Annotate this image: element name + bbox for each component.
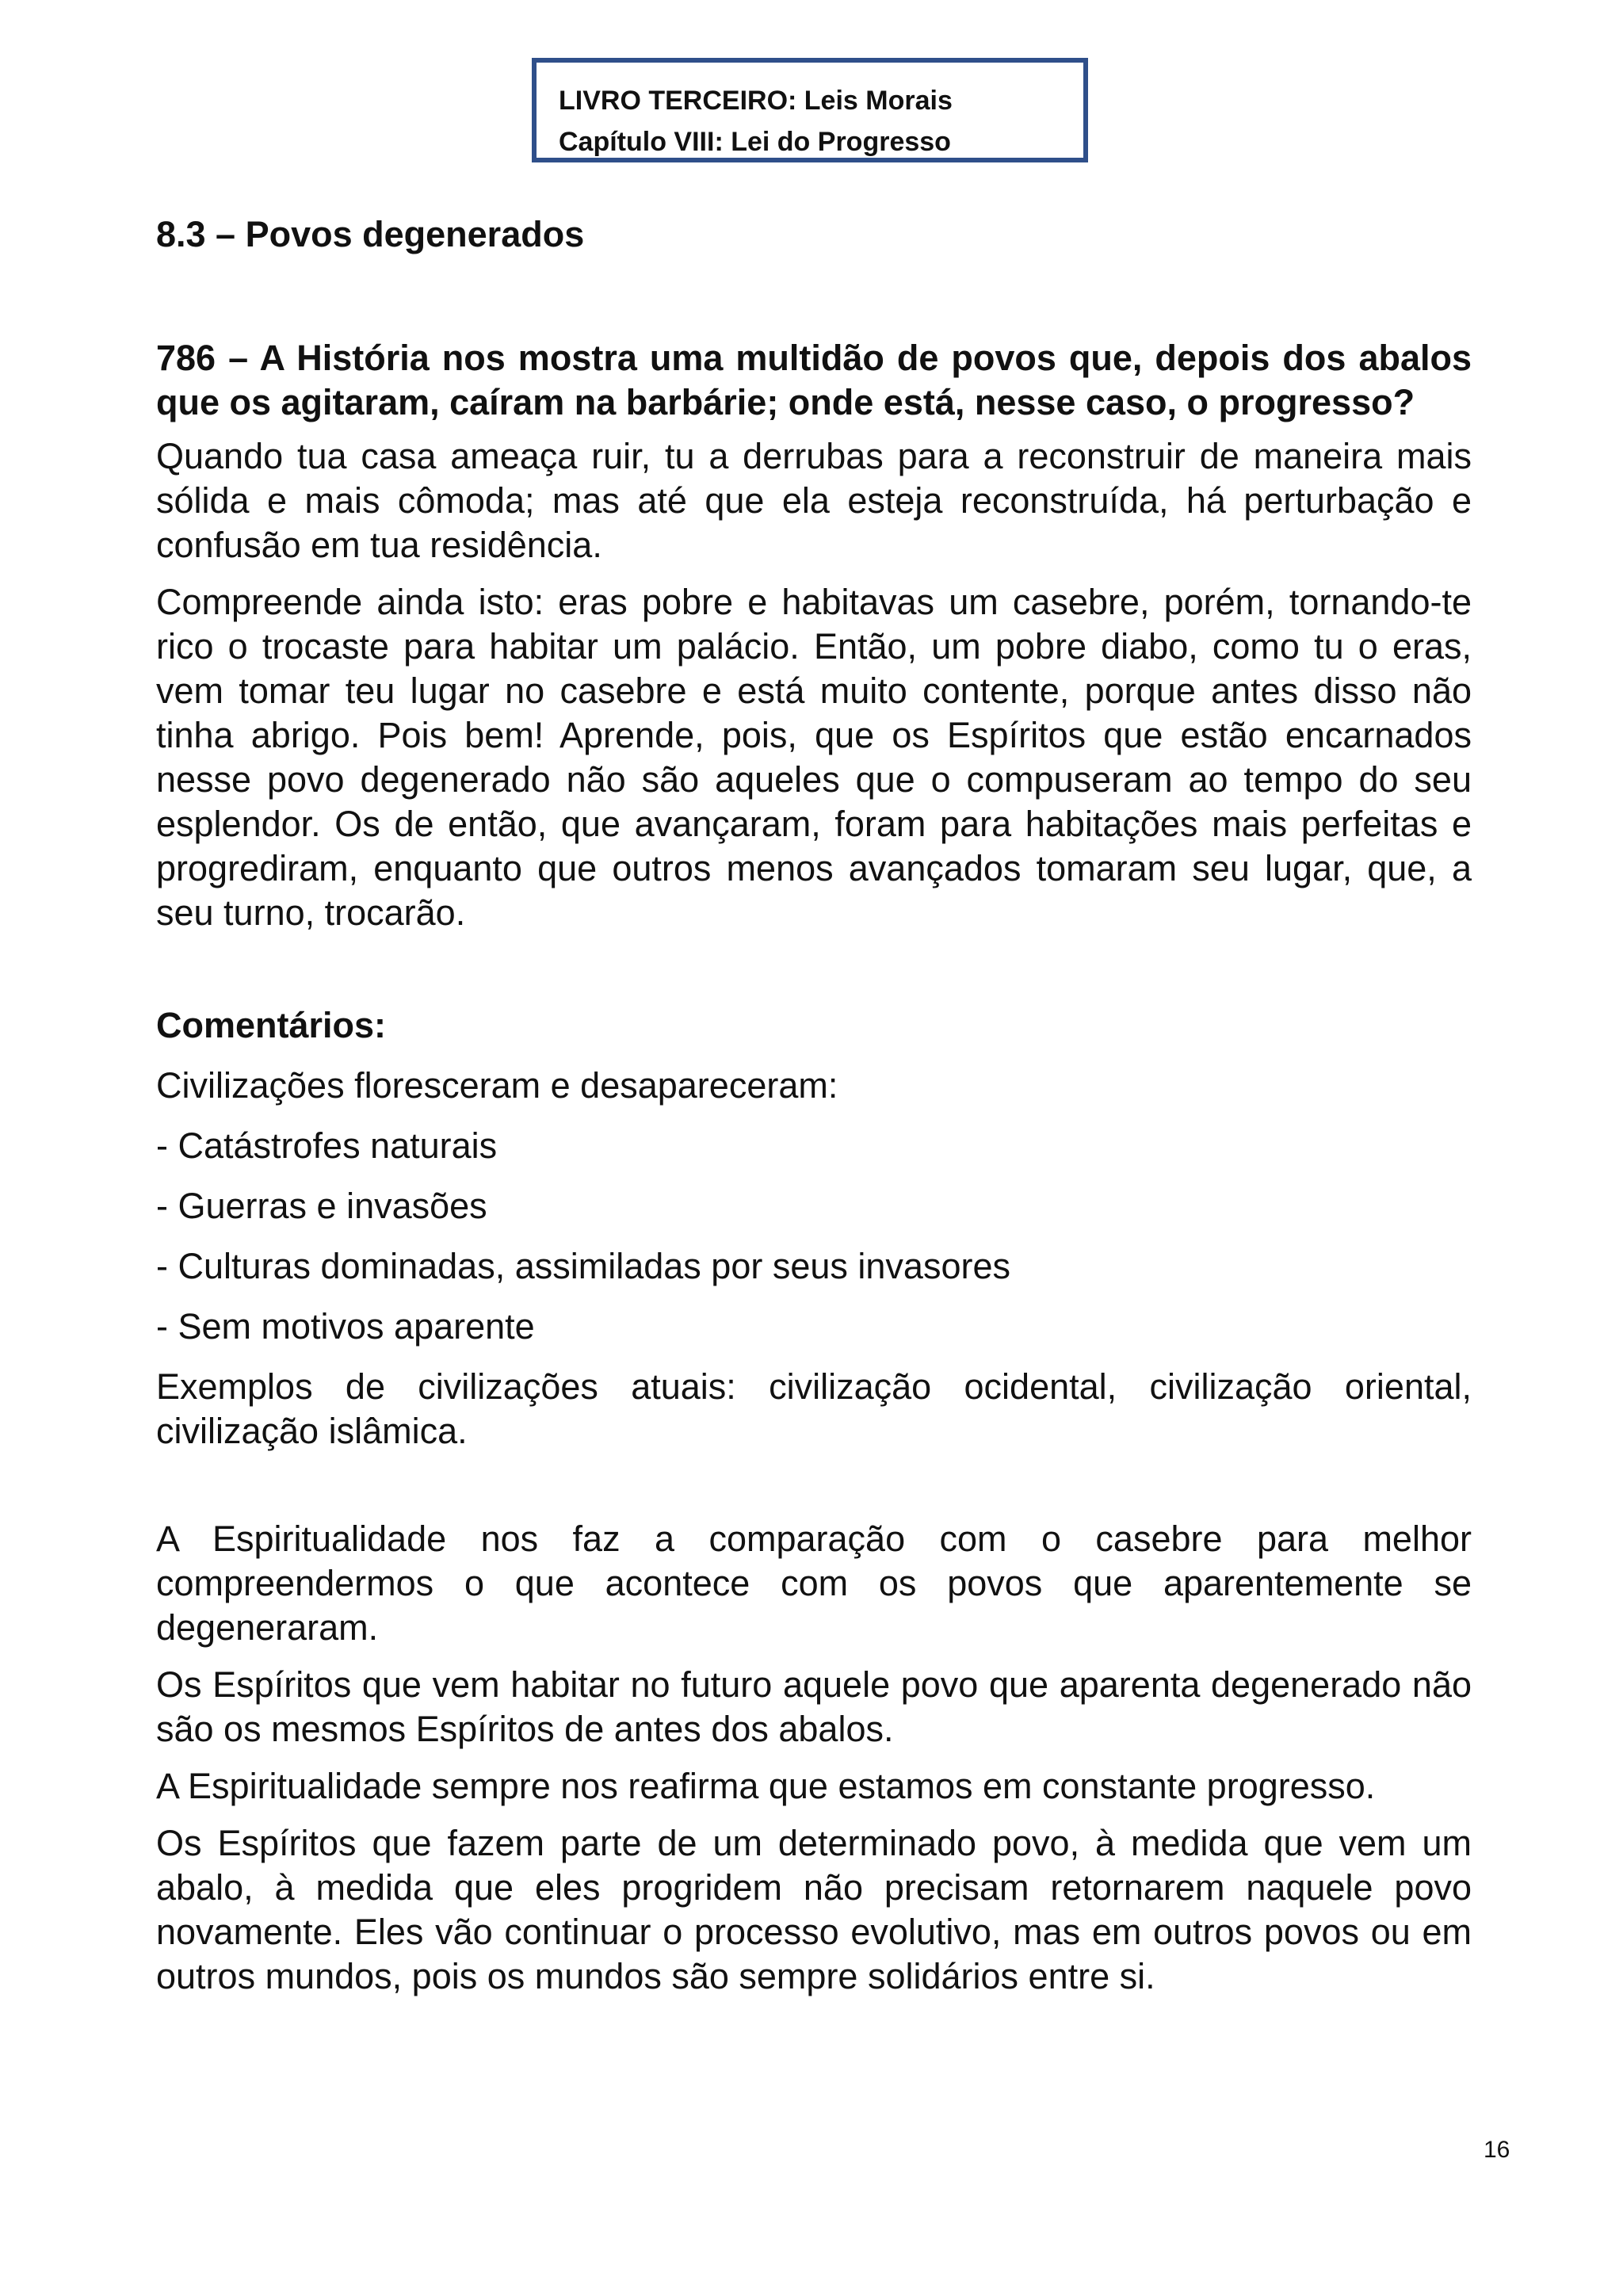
closing-paragraph: Os Espíritos que vem habitar no futuro aquele povo que aparenta degenerado não são os mesmos Espíritos de antes dos abalos. bbox=[156, 1664, 1472, 1749]
list-item: - Culturas dominadas, assimiladas por seus invasores bbox=[156, 1246, 1010, 1286]
book-title: LIVRO TERCEIRO: Leis Morais bbox=[559, 86, 953, 116]
question-786: 786 – A História nos mostra uma multidão de povos que, depois dos abalos que os agitaram, caíram na barbárie; onde está, nesse caso, o progresso? bbox=[156, 338, 1472, 422]
page-content bbox=[156, 212, 1472, 2011]
closing-paragraph: A Espiritualidade sempre nos reafirma que estamos em constante progresso. bbox=[156, 1766, 1376, 1806]
comments-title: Comentários: bbox=[156, 1005, 387, 1045]
list-item: - Guerras e invasões bbox=[156, 1186, 487, 1226]
chapter-title: Capítulo VIII: Lei do Progresso bbox=[559, 127, 951, 157]
list-item: - Catástrofes naturais bbox=[156, 1125, 498, 1166]
page-number: 16 bbox=[1484, 2137, 1510, 2163]
closing-paragraph: A Espiritualidade nos faz a comparação com o casebre para melhor compreendermos o que acontece com os povos que aparentemente se degeneraram. bbox=[156, 1519, 1472, 1648]
chapter-header-box bbox=[532, 58, 1088, 162]
comments-intro: Civilizações floresceram e desapareceram: bbox=[156, 1065, 838, 1106]
spacer bbox=[156, 948, 1472, 1003]
answer-paragraph: Compreende ainda isto: eras pobre e habitavas um casebre, porém, tornando-te rico o trocaste para habitar um palácio. Então, um pobre diabo, como tu o eras, vem tomar teu lugar no casebre e está muito contente, porque antes disso não tinha abrigo. Pois bem! Aprende, pois, que os Espíritos que estão encarnados nesse povo degenerado não são aqueles que o compuseram ao tempo do seu esplendor. Os de então, que avançaram, foram para habitações mais perfeitas e progrediram, enquanto que outros menos avançados tomaram seu lugar, que, a seu turno, trocarão. bbox=[156, 582, 1472, 933]
spacer bbox=[156, 1466, 1472, 1517]
comments-examples: Exemplos de civilizações atuais: civilização ocidental, civilização oriental, civilização islâmica. bbox=[156, 1366, 1472, 1451]
answer-paragraph: Quando tua casa ameaça ruir, tu a derrubas para a reconstruir de maneira mais sólida e mais cômoda; mas até que ela esteja reconstruída, há perturbação e confusão em tua residência. bbox=[156, 436, 1472, 565]
list-item: - Sem motivos aparente bbox=[156, 1306, 535, 1347]
closing-paragraph: Os Espíritos que fazem parte de um determinado povo, à medida que vem um abalo, à medida que eles progridem não precisam retornarem naquele povo novamente. Eles vão continuar o processo evolutivo, mas em outros povos ou em outros mundos, pois os mundos são sempre solidários entre si. bbox=[156, 1823, 1472, 1996]
section-title: 8.3 – Povos degenerados bbox=[156, 214, 585, 254]
